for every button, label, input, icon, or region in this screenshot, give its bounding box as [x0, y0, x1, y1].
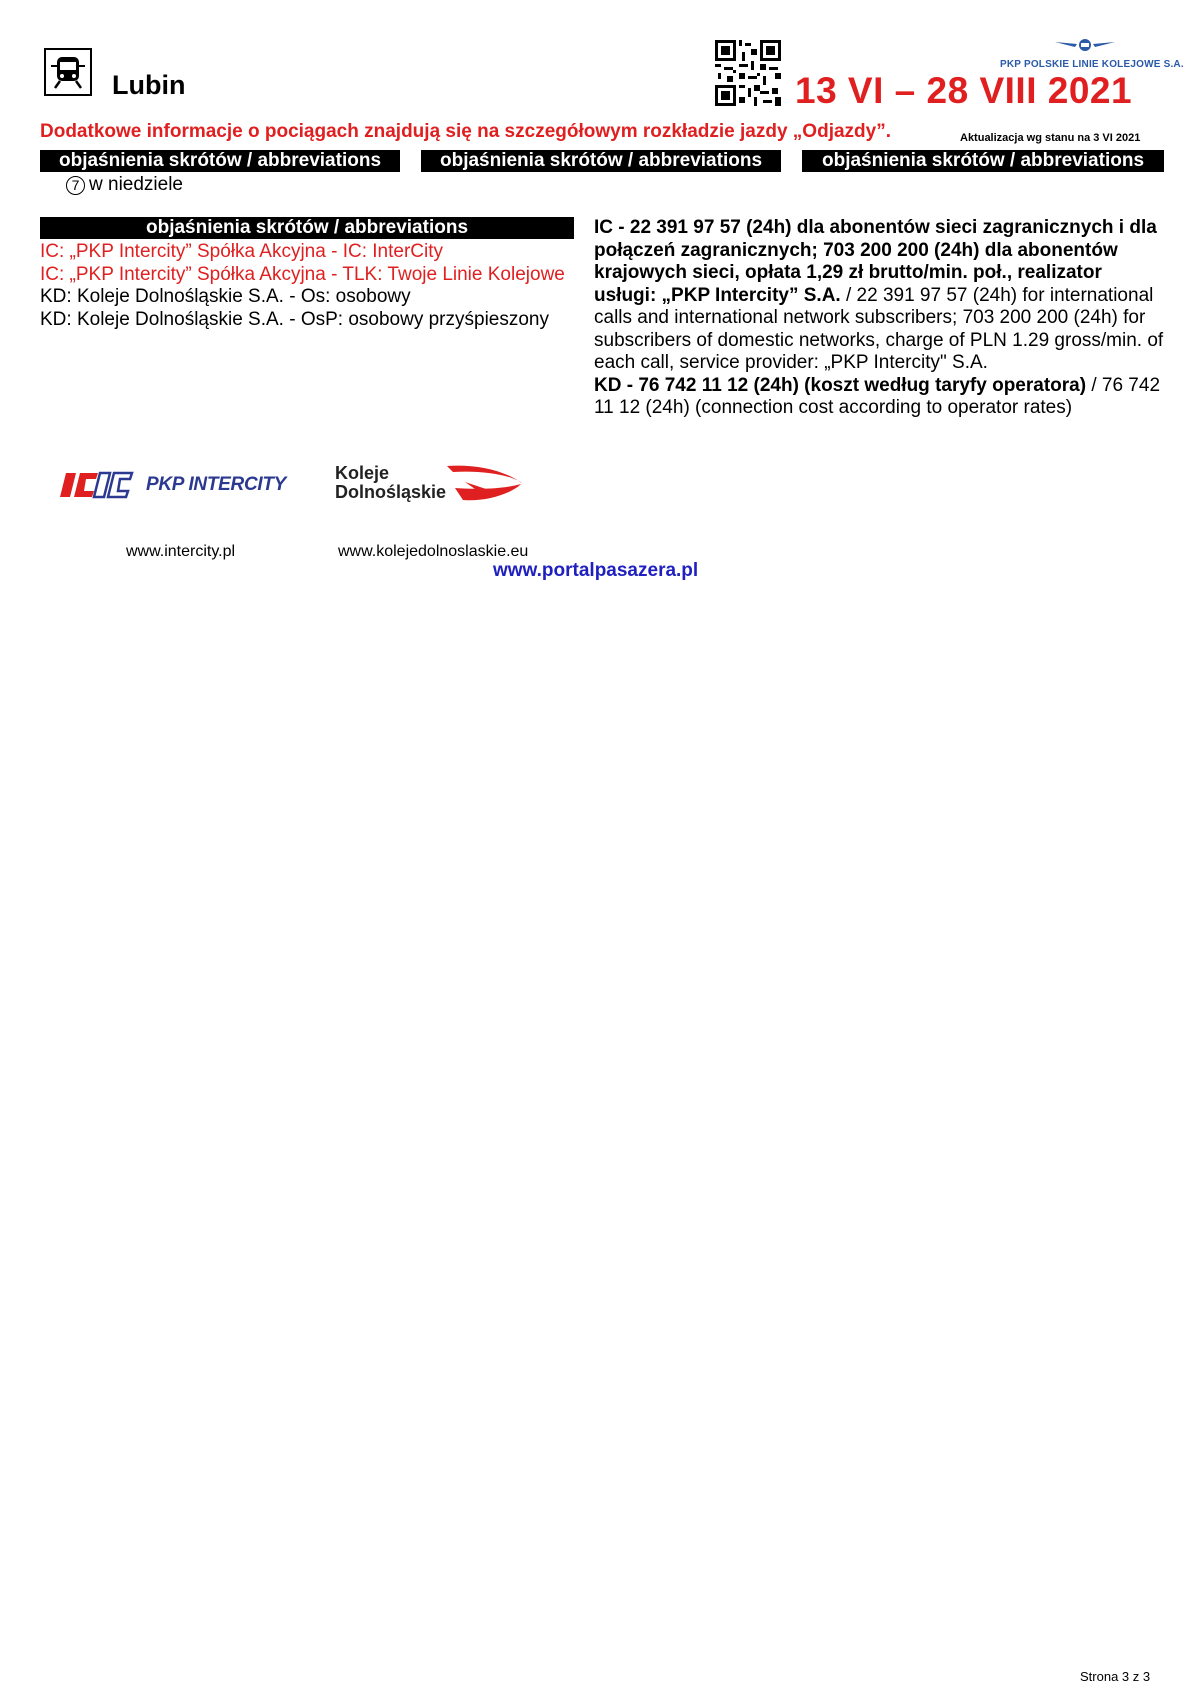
kd-swoosh-icon	[335, 462, 525, 506]
abbreviations-header: objaśnienia skrótów / abbreviations	[40, 150, 400, 172]
intercity-link[interactable]: www.intercity.pl	[126, 543, 236, 560]
list-item: IC: „PKP Intercity” Spółka Akcyjna - TLK: Twoje Linie Kolejowe	[40, 263, 565, 285]
abbreviation-list	[40, 241, 574, 331]
koleje-dolnoslaskie-logo	[335, 462, 525, 506]
abbreviations-header: objaśnienia skrótów / abbreviations	[802, 150, 1164, 172]
sunday-symbol: 7	[66, 176, 85, 195]
sunday-note	[66, 174, 183, 196]
abbreviations-header: objaśnienia skrótów / abbreviations	[40, 217, 574, 239]
ic-contact-regular: / 22 391 97 57 (24h) for international calls and international network subscribers; 703 200 200 (24h) for subscribers of domestic networks, charge of PLN 1.29 gross/min. of each call, service provider: „PKP Intercity" S.A.	[594, 284, 1164, 373]
ic-contact-bold: IC - 22 391 97 57 (24h) dla abonentów sieci zagranicznych i dla połączeń zagranicznych; 703 200 200 (24h) dla abonentów krajowych sieci, opłata 1,29 zł brutto/min. poł., realizator usługi: „PKP Intercity” S.A.	[594, 217, 1157, 306]
qr-code-icon[interactable]	[715, 40, 781, 106]
portal-pasazera-link[interactable]: www.portalpasazera.pl	[493, 560, 699, 581]
pkp-plk-logo: PKP POLSKIE LINIE KOLEJOWE S.A.	[1000, 38, 1170, 68]
kd-link[interactable]: www.kolejedolnoslaskie.eu	[338, 543, 529, 560]
list-item: KD: Koleje Dolnośląskie S.A. - OsP: osobowy przyśpieszony	[40, 308, 549, 330]
list-item: IC: „PKP Intercity” Spółka Akcyjna - IC: InterCity	[40, 241, 443, 262]
validity-dates: 13 VI – 28 VIII 2021	[795, 70, 1133, 111]
pkp-wings-icon	[1055, 38, 1115, 52]
kd-contact-bold: KD - 76 742 11 12 (24h) (koszt według taryfy operatora)	[594, 374, 1087, 396]
pkp-intercity-logo	[60, 468, 300, 502]
page-number: Strona 3 z 3	[1080, 1669, 1151, 1684]
list-item: KD: Koleje Dolnośląskie S.A. - Os: osobowy	[40, 286, 411, 307]
ic-logo-text: PKP INTERCITY	[146, 474, 287, 495]
train-icon	[44, 48, 92, 96]
abbreviations-header: objaśnienia skrótów / abbreviations	[421, 150, 781, 172]
contact-info	[594, 217, 1166, 420]
update-date: Aktualizacja wg stanu na 3 VI 2021	[960, 132, 1141, 144]
additional-info-notice: Dodatkowe informacje o pociągach znajdują się na szczegółowym rozkładzie jazdy „Odjazdy”.	[40, 121, 891, 142]
kd-logo-text: Koleje Dolnośląskie	[335, 463, 447, 502]
ic-contact	[594, 217, 1166, 375]
intercity-mark-icon	[60, 469, 138, 501]
station-name: Lubin	[112, 70, 186, 100]
sunday-text: w niedziele	[89, 174, 183, 195]
kd-contact	[594, 375, 1166, 420]
kd-contact-regular: / 76 742 11 12 (24h) (connection cost according to operator rates)	[594, 374, 1161, 418]
